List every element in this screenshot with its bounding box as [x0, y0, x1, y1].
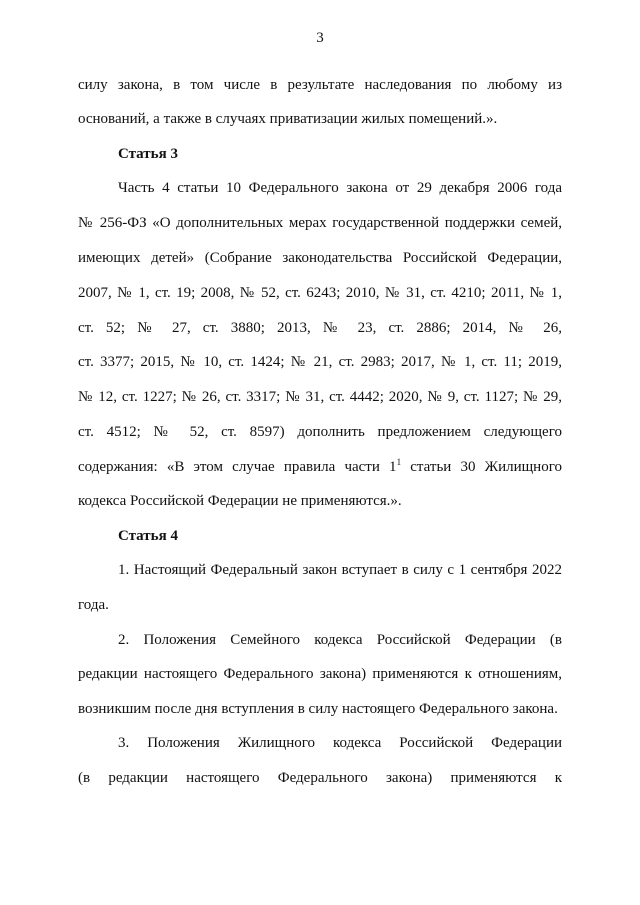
text-line-15: 2. Положения Семейного кодекса Российской Федерации (в [118, 632, 562, 648]
article-4-heading: Статья 4 [118, 528, 178, 544]
text-line-4: № 256-ФЗ «О дополнительных мерах государственной поддержки семей, [78, 215, 562, 231]
text-line-17: возникшим после дня вступления в силу настоящего Федерального закона. [78, 701, 558, 717]
text-line-9: № 12, ст. 1227; № 26, ст. 3317; № 31, ст. 4442; 2020, № 9, ст. 1127; № 29, [78, 389, 562, 405]
text-line-10: ст. 4512; № 52, ст. 8597) дополнить предложением следующего [78, 424, 562, 440]
text-line-16: редакции настоящего Федерального закона) применяются к отношениям, [78, 666, 562, 682]
text-line-1: силу закона, в том числе в результате наследования по любому из [78, 77, 562, 93]
text-line-14: года. [78, 597, 109, 613]
text-line-19: (в редакции настоящего Федерального закона) применяются к [78, 770, 562, 786]
text-line-18: 3. Положения Жилищного кодекса Российской Федерации [118, 735, 562, 751]
text-line-2: оснований, а также в случаях приватизации жилых помещений.». [78, 111, 498, 127]
article-3-heading: Статья 3 [118, 146, 178, 162]
text-line-12: кодекса Российской Федерации не применяются.». [78, 493, 402, 509]
page-number: 3 [316, 30, 324, 46]
line-11-start: содержания: «В этом случае правила части 1 [78, 459, 397, 475]
text-line-13: 1. Настоящий Федеральный закон вступает в силу с 1 сентября 2022 [118, 562, 562, 578]
text-line-3: Часть 4 статьи 10 Федерального закона от 29 декабря 2006 года [118, 180, 562, 196]
text-line-7: ст. 52; № 27, ст. 3880; 2013, № 23, ст. 2886; 2014, № 26, [78, 320, 562, 336]
superscript-1: 1 [396, 457, 402, 467]
text-line-5: имеющих детей» (Собрание законодательства Российской Федерации, [78, 250, 562, 266]
text-line-8: ст. 3377; 2015, № 10, ст. 1424; № 21, ст. 2983; 2017, № 1, ст. 11; 2019, [78, 354, 562, 370]
text-line-11 [78, 457, 562, 477]
text-line-6: 2007, № 1, ст. 19; 2008, № 52, ст. 6243; 2010, № 31, ст. 4210; 2011, № 1, [78, 285, 562, 301]
line-11-end: статьи 30 Жилищного [401, 459, 562, 475]
